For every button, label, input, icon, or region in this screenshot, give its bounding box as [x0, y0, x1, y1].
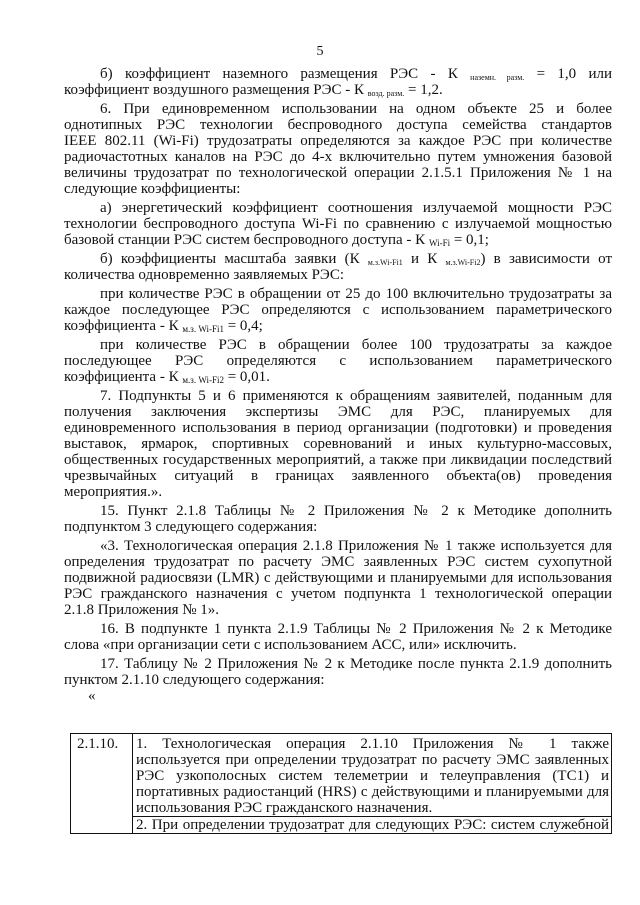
text-line: подвижной радиосвязи (LMR) с действующими и планируемыми для использования: [64, 570, 612, 586]
text-line: 6. При единовременном использовании на одном объекте 25 и более: [100, 101, 612, 117]
text-line: коэффициента - К $_{м.з. Wi-Fi2}$ = 0,01.: [64, 369, 270, 385]
text-line: коэффициента - К $_{м.з. Wi-Fi1}$ = 0,4;: [64, 318, 263, 334]
text-line: б) коэффициент наземного размещения РЭС - К $_{наземн. разм.}$ = 1,0 или: [100, 66, 613, 82]
text-line: «3. Технологическая операция 2.1.8 Приложения № 1 также используется для: [100, 538, 612, 554]
page-number: 5: [316, 44, 324, 59]
text-line: коэффициент воздушного размещения РЭС - К $_{возд. разм.}$ = 1,2.: [64, 82, 443, 98]
cell-line: 1. Технологическая операция 2.1.10 Приложения № 1 также: [136, 736, 609, 752]
table-row: [71, 734, 612, 834]
quote-mark: «: [88, 688, 96, 704]
text-line: слова «при организации сети с использованием АСС, или» исключить.: [64, 637, 517, 653]
text-line: подпунктом 3 следующего содержания:: [64, 519, 318, 535]
text-line: РЭС гражданского назначения с учетом подпункта 1 технологической операции: [64, 586, 612, 602]
text-line: мероприятия.».: [64, 484, 163, 500]
text-line: 16. В подпункте 1 пункта 2.1.9 Таблицы № 2 Приложения № 2 к Методике: [100, 621, 612, 637]
text-line: 7. Подпункты 5 и 6 применяются к обращениям заявителей, поданным для: [100, 388, 612, 404]
text-line: 15. Пункт 2.1.8 Таблицы № 2 Приложения № 2 к Методике дополнить: [100, 503, 612, 519]
cell-line: портативных радиостанций (HRS) с действующими и планируемыми для: [136, 784, 609, 800]
text-line: пунктом 2.1.10 следующего содержания:: [64, 672, 325, 688]
text-line: чрезвычайных ситуаций в границах заявленного объекта(ов) проведения: [64, 468, 612, 484]
cell-line: использования РЭС гражданского назначения.: [136, 800, 433, 816]
text-line: а) энергетический коэффициент соотношения излучаемой мощности РЭС: [100, 200, 612, 216]
text-line: 17. Таблицу № 2 Приложения № 2 к Методике после пункта 2.1.9 дополнить: [100, 656, 612, 672]
text-line: последующее РЭС определяются с использованием параметрического: [64, 353, 612, 369]
appendix-table: [70, 733, 612, 834]
cell-line: используется при определении трудозатрат по расчету ЭМС заявленных: [136, 752, 609, 768]
text-line: б) коэффициенты масштаба заявки (К $_{м.з.Wi-Fi1}$ и К $_{м.з.Wi-Fi2}$) в зависимости от: [100, 251, 612, 267]
text-line: количества одновременно заявляемых РЭС:: [64, 267, 344, 283]
item-number-cell: 2.1.10.: [71, 734, 133, 834]
text-line: каждое последующее РЭС определяются с использованием параметрического: [64, 302, 612, 318]
text-line: 2.1.8 Приложения № 1».: [64, 602, 220, 618]
text-line: технологии беспроводного доступа Wi-Fi по сравнению с излучаемой мощностью: [64, 216, 612, 232]
text-line: при количестве РЭС в обращении от 25 до 100 включительно трудозатраты за: [100, 286, 612, 302]
text-line: IEEE 802.11 (Wi-Fi) трудозатраты определяются за каждое РЭС при количестве: [64, 133, 612, 149]
text-line: получения заключения экспертизы ЭМС для РЭС, планируемых для: [64, 404, 612, 420]
text-line: при количестве РЭС в обращении более 100 трудозатраты за каждое: [100, 337, 612, 353]
text-line: однотипных РЭС технологии беспроводного доступа семейства стандартов: [64, 117, 612, 133]
cell-line: 2. При определении трудозатрат для следующих РЭС: систем служебной: [133, 816, 611, 833]
cell-line: РЭС узкополосных систем телеметрии и телеуправления (ТС1) и: [136, 768, 609, 784]
document-body: [64, 66, 612, 704]
text-line: величины трудозатрат по технологической операции 2.1.5.1 Приложения № 1 на: [64, 165, 612, 181]
item-description-cell: [133, 734, 612, 834]
text-line: единовременного использования в период организации (подготовки) и проведения: [64, 420, 612, 436]
text-line: выставок, ярмарок, спортивных соревнований и иных культурно-массовых,: [64, 436, 612, 452]
text-line: следующие коэффициенты:: [64, 181, 241, 197]
text-line: базовой станции РЭС систем беспроводного доступа - К $_{Wi-Fi}$ = 0,1;: [64, 232, 489, 248]
text-line: радиочастотных каналов на РЭС до 4-х включительно путем умножения базовой: [64, 149, 612, 165]
text-line: общественных государственных мероприятий, а также при ликвидации последствий: [64, 452, 612, 468]
text-line: определения трудозатрат по расчету ЭМС заявленных РЭС систем сухопутной: [64, 554, 612, 570]
